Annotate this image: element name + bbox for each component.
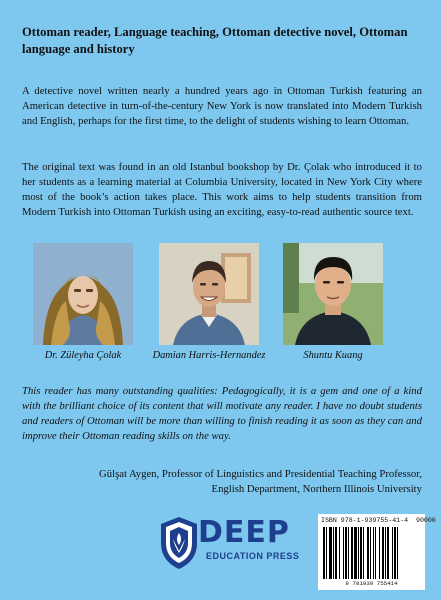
endorsement-quote: This reader has many outstanding qualities: Pedagogically, it is a gem and one of a kind with the brilliant choice of its content that will motivate any reader. I have no doubt students and readers of Ottoman will be more than willing to finish reading it as soon as they can and improve their Ottoman reading skills on the way. — [22, 385, 422, 442]
publisher-name: DEEP — [198, 515, 290, 550]
endorsement-attribution-line-1: Gülşat Aygen, Professor of Linguistics and Presidential Teaching Professor, — [99, 468, 422, 480]
publisher-shield-icon — [157, 515, 201, 571]
description-paragraph-2: The original text was found in an old Istanbul bookshop by Dr. Çolak who introduced it to her students as a learning material at Columbia University, located in New York City where most of the book’s action takes place. This work aims to help students transition from Modern Turkish into Ottoman Turkish using an exciting, easy-to-read authentic source text. — [22, 161, 422, 218]
barcode-bars — [321, 527, 422, 579]
description-paragraph-1: A detective novel written nearly a hundred years ago in Ottoman Turkish featuring an American detective in turn-of-the-century New York is now translated into Modern Turkish and English, perhaps for the first time, to the delight of students wishing to learn Ottoman. — [22, 85, 422, 127]
author-name-kuang: Shuntu Kuang — [303, 350, 363, 361]
author-name-colak: Dr. Züleyha Çolak — [44, 350, 122, 361]
barcode-digits: 9 781939 755414 — [345, 580, 398, 587]
isbn-barcode — [318, 514, 436, 590]
author-photo-kuang — [283, 243, 383, 345]
price-code: 90000 — [415, 517, 436, 524]
publisher-subtitle: EDUCATION PRESS — [206, 551, 300, 561]
endorsement-attribution-line-2: English Department, Northern Illinois University — [211, 483, 422, 495]
author-photo-harris-hernandez — [159, 243, 259, 345]
isbn-number: ISBN 978-1-939755-41-4 — [321, 517, 409, 524]
author-photo-colak — [33, 243, 133, 345]
subject-keywords: Ottoman reader, Language teaching, Ottoman detective novel, Ottoman language and history — [22, 25, 408, 56]
isbn-label — [321, 517, 436, 525]
author-name-harris-hernandez: Damian Harris-Hernandez — [152, 350, 266, 361]
